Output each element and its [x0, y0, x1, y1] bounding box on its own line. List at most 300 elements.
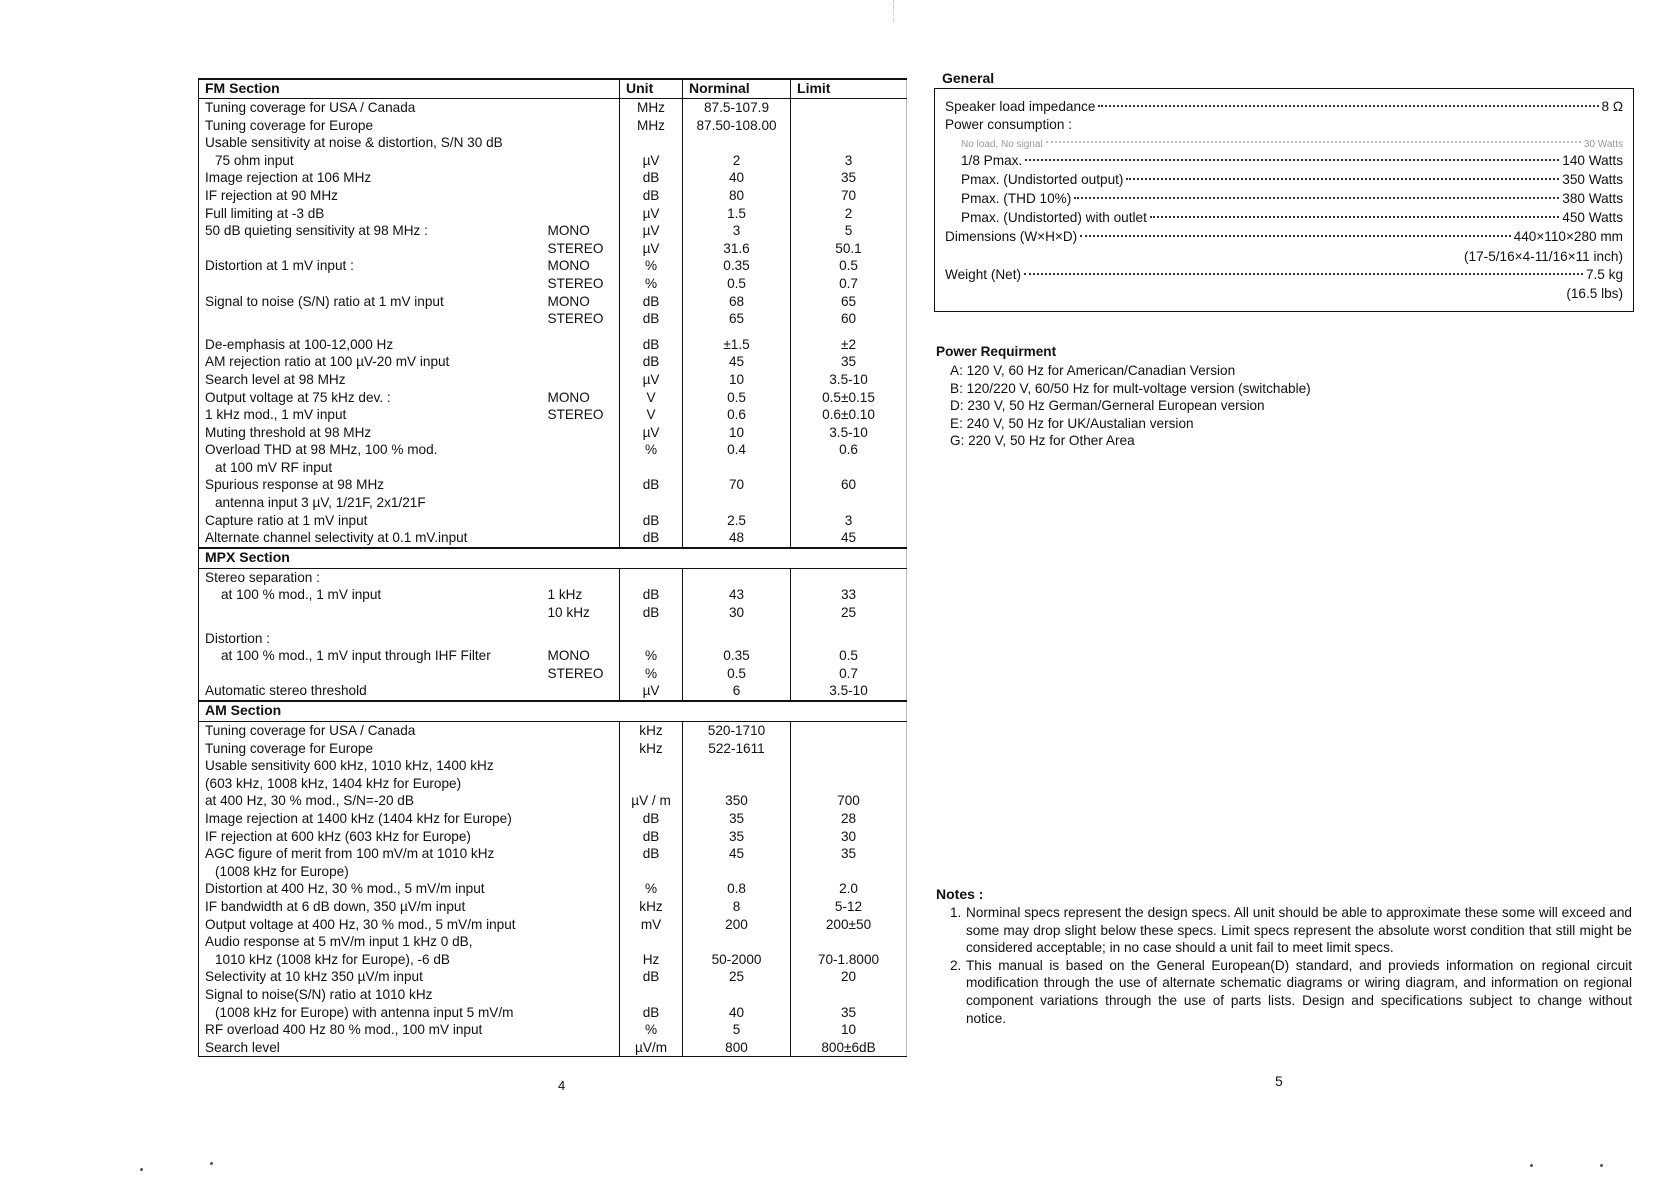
- spec-description: 1010 kHz (1008 kHz for Europe), -6 dB: [199, 951, 542, 969]
- spec-limit: 0.5: [791, 257, 907, 275]
- spec-unit: dB: [620, 476, 683, 494]
- spec-nominal: 48: [683, 529, 791, 548]
- spec-limit: 3.5-10: [791, 424, 907, 442]
- spec-nominal: 0.6: [683, 406, 791, 424]
- spec-description: [199, 275, 542, 293]
- spec-row: [199, 275, 907, 293]
- spec-description: De-emphasis at 100-12,000 Hz: [199, 336, 542, 354]
- am-section-title: AM Section: [199, 701, 907, 722]
- spec-description: AM rejection ratio at 100 µV-20 mV input: [199, 353, 542, 371]
- spec-mode: [542, 792, 620, 810]
- spec-row: [199, 916, 907, 934]
- spec-row: [199, 529, 907, 548]
- spec-description: Search level at 98 MHz: [199, 371, 542, 389]
- spec-unit: %: [620, 1021, 683, 1039]
- spec-row: [199, 968, 907, 986]
- spec-description: at 100 % mod., 1 mV input through IHF Filter: [199, 647, 542, 665]
- spec-limit: 35: [791, 845, 907, 863]
- spec-limit: 700: [791, 792, 907, 810]
- spec-mode: [542, 1004, 620, 1022]
- spec-row: [199, 117, 907, 135]
- spec-mode: [542, 336, 620, 354]
- spec-row: [199, 257, 907, 275]
- dimensions-row: [945, 229, 1623, 244]
- spec-mode: [542, 916, 620, 934]
- spec-limit: 0.5±0.15: [791, 389, 907, 407]
- spec-unit: dB: [620, 845, 683, 863]
- spec-mode: [542, 494, 620, 512]
- spec-description: [199, 310, 542, 328]
- spec-limit: 45: [791, 529, 907, 548]
- spec-limit: ±2: [791, 336, 907, 354]
- spec-mode: [542, 863, 620, 881]
- spec-nominal: 0.5: [683, 665, 791, 683]
- spec-unit: dB: [620, 353, 683, 371]
- spec-nominal: 0.4: [683, 441, 791, 459]
- spec-table: [198, 78, 907, 1057]
- pmax-thd-row: [961, 191, 1623, 206]
- spec-description: (1008 kHz for Europe): [199, 863, 542, 881]
- spec-description: Spurious response at 98 MHz: [199, 476, 542, 494]
- spec-limit: 2: [791, 205, 907, 223]
- spec-description: Automatic stereo threshold: [199, 682, 542, 701]
- spec-mode: [542, 933, 620, 951]
- scan-speck: [210, 1162, 213, 1165]
- spec-limit: 28: [791, 810, 907, 828]
- spec-mode: 1 kHz: [547, 587, 583, 603]
- spec-limit: 10: [791, 1021, 907, 1039]
- spec-limit: 50.1: [791, 240, 907, 258]
- spec-nominal: 2: [683, 152, 791, 170]
- spec-mode: [542, 880, 620, 898]
- spec-unit: µV: [620, 222, 683, 240]
- spec-nominal: 70: [683, 476, 791, 494]
- fm-section-title: FM Section: [199, 79, 620, 99]
- note-text: Norminal specs represent the design specs. All unit should be able to approximate these some will exceed and some may drop slight below these specs. Limit specs represent the absolute worst condition that still might be considered acceptable; in no case should a unit fail to meet limit specs.: [966, 905, 1632, 956]
- speaker-impedance-value: 8 Ω: [1601, 99, 1623, 114]
- spec-nominal: 43: [683, 586, 791, 604]
- spec-unit: %: [620, 880, 683, 898]
- spec-mode: [542, 205, 620, 223]
- spec-limit: 35: [791, 1004, 907, 1022]
- spec-mode: [542, 630, 620, 648]
- spec-nominal: 30: [683, 604, 791, 622]
- note-number: 1.: [950, 905, 962, 920]
- spec-description: Output voltage at 75 kHz dev. :: [199, 389, 542, 407]
- leader-dots: [1126, 178, 1559, 180]
- leader-dots: [1024, 273, 1583, 275]
- spec-mode: [542, 1039, 620, 1057]
- spec-mode: STEREO: [547, 665, 604, 681]
- spec-unit: dB: [620, 293, 683, 311]
- spec-mode: [542, 968, 620, 986]
- spec-mode: STEREO: [547, 240, 604, 256]
- spec-description: Image rejection at 106 MHz: [199, 169, 542, 187]
- power-item: B: 120/220 V, 60/50 Hz for mult-voltage version (switchable): [950, 380, 1311, 396]
- spec-unit: dB: [620, 968, 683, 986]
- leader-dots: [1098, 105, 1598, 107]
- spec-limit: 0.6±0.10: [791, 406, 907, 424]
- spec-mode: [542, 134, 620, 152]
- spec-limit: [791, 986, 907, 1004]
- spec-mode: [542, 722, 620, 740]
- spec-nominal: [683, 863, 791, 881]
- spec-nominal: 10: [683, 424, 791, 442]
- spec-unit: Hz: [620, 951, 683, 969]
- spec-unit: [620, 630, 683, 648]
- spec-nominal: 0.5: [683, 389, 791, 407]
- spec-description: RF overload 400 Hz 80 % mod., 100 mV input: [199, 1021, 542, 1039]
- spec-unit: µV: [620, 424, 683, 442]
- spec-mode: STEREO: [547, 311, 604, 327]
- speaker-impedance-label: Speaker load impedance: [945, 99, 1096, 114]
- page-number-left: 4: [558, 1078, 566, 1093]
- spec-description: at 400 Hz, 30 % mod., S/N=-20 dB: [199, 792, 542, 810]
- spec-mode: 10 kHz: [547, 605, 590, 621]
- spec-description: Tuning coverage for USA / Canada: [199, 99, 542, 117]
- mpx-section-header: [199, 548, 907, 569]
- spec-mode: [542, 757, 620, 775]
- spec-description: Output voltage at 400 Hz, 30 % mod., 5 mV/m input: [199, 916, 542, 934]
- spec-unit: %: [620, 665, 683, 683]
- spec-limit: 2.0: [791, 880, 907, 898]
- spec-description: [199, 240, 542, 258]
- spec-description: Selectivity at 10 kHz 350 µV/m input: [199, 968, 542, 986]
- spec-mode: [542, 828, 620, 846]
- spec-description: (1008 kHz for Europe) with antenna input 5 mV/m: [199, 1004, 542, 1022]
- spec-limit: 60: [791, 476, 907, 494]
- spec-unit: µV: [620, 152, 683, 170]
- spec-limit: 200±50: [791, 916, 907, 934]
- spec-description: 1 kHz mod., 1 mV input: [199, 406, 542, 424]
- spec-unit: %: [620, 647, 683, 665]
- spec-nominal: 45: [683, 353, 791, 371]
- dimensions-label: Dimensions (W×H×D): [945, 229, 1078, 244]
- spec-nominal: [683, 459, 791, 477]
- spec-limit: [791, 740, 907, 758]
- note-number: 2.: [950, 957, 962, 973]
- nominal-header: Norminal: [683, 79, 791, 99]
- spec-row: [199, 459, 907, 477]
- spec-mode: [542, 187, 620, 205]
- spec-nominal: 87.50-108.00: [683, 117, 791, 135]
- leader-dots: [1025, 159, 1559, 161]
- leader-dots: [1150, 216, 1559, 218]
- spec-row: [199, 951, 907, 969]
- limit-header: Limit: [791, 79, 907, 99]
- spec-limit: 3.5-10: [791, 682, 907, 701]
- page-right: [910, 0, 1672, 1179]
- spec-unit: %: [620, 441, 683, 459]
- spec-mode: [542, 682, 620, 701]
- spec-nominal: 200: [683, 916, 791, 934]
- spec-row: [199, 568, 907, 586]
- spec-nominal: 25: [683, 968, 791, 986]
- spec-row: [199, 494, 907, 512]
- fm-section-body: [199, 99, 907, 548]
- spec-row: [199, 986, 907, 1004]
- spec-row: [199, 665, 907, 683]
- spec-row: [199, 1004, 907, 1022]
- spec-nominal: 40: [683, 1004, 791, 1022]
- spec-limit: 70: [791, 187, 907, 205]
- spec-unit: V: [620, 389, 683, 407]
- spec-row: [199, 371, 907, 389]
- pmax-outlet-label: Pmax. (Undistorted) with outlet: [961, 210, 1147, 225]
- spec-mode: [542, 353, 620, 371]
- spec-unit: dB: [620, 169, 683, 187]
- spec-nominal: 35: [683, 828, 791, 846]
- spec-row: [199, 933, 907, 951]
- spec-mode: [542, 152, 620, 170]
- spec-row: [199, 604, 907, 622]
- spec-row: [199, 169, 907, 187]
- spec-unit: V: [620, 406, 683, 424]
- spec-description: Tuning coverage for Europe: [199, 740, 542, 758]
- spec-unit: [620, 459, 683, 477]
- spec-row: [199, 476, 907, 494]
- spec-row: [199, 512, 907, 530]
- spec-limit: 5-12: [791, 898, 907, 916]
- spec-row: [199, 775, 907, 793]
- spec-row: [199, 682, 907, 701]
- spec-unit: [620, 933, 683, 951]
- general-title: General: [942, 70, 995, 86]
- spec-row: [199, 1039, 907, 1057]
- spec-row: [199, 353, 907, 371]
- spec-nominal: 6: [683, 682, 791, 701]
- spec-unit: kHz: [620, 740, 683, 758]
- spec-row: [199, 336, 907, 354]
- spec-unit: µV/m: [620, 1039, 683, 1057]
- spec-mode: [542, 898, 620, 916]
- spec-nominal: 0.35: [683, 647, 791, 665]
- spec-row: [199, 792, 907, 810]
- spec-unit: dB: [620, 187, 683, 205]
- spec-mode: [542, 476, 620, 494]
- spec-description: (603 kHz, 1008 kHz, 1404 kHz for Europe): [199, 775, 542, 793]
- spec-row: [199, 845, 907, 863]
- spec-nominal: 350: [683, 792, 791, 810]
- no-load-label: No load, No signal: [961, 139, 1043, 150]
- spec-nominal: 800: [683, 1039, 791, 1057]
- spec-nominal: 31.6: [683, 240, 791, 258]
- spec-unit: [620, 986, 683, 1004]
- spec-mode: [542, 459, 620, 477]
- spec-row: [199, 1021, 907, 1039]
- spec-mode: [542, 169, 620, 187]
- spec-limit: 25: [791, 604, 907, 622]
- leader-dots: [1080, 235, 1510, 237]
- no-load-row: [961, 139, 1623, 150]
- spec-mode: [542, 986, 620, 1004]
- spec-row: [199, 810, 907, 828]
- weight-label: Weight (Net): [945, 267, 1022, 282]
- spec-limit: 3: [791, 512, 907, 530]
- spec-limit: 0.7: [791, 665, 907, 683]
- spec-row: [199, 187, 907, 205]
- spec-nominal: 65: [683, 310, 791, 328]
- spec-row: [199, 757, 907, 775]
- spec-limit: 0.6: [791, 441, 907, 459]
- spec-row: [199, 722, 907, 740]
- spec-unit: [620, 568, 683, 586]
- spec-mode: [542, 117, 620, 135]
- spec-unit: [620, 757, 683, 775]
- spec-limit: [791, 459, 907, 477]
- spec-limit: 800±6dB: [791, 1039, 907, 1057]
- spec-description: Image rejection at 1400 kHz (1404 kHz for Europe): [199, 810, 542, 828]
- spec-description: Distortion :: [199, 630, 542, 648]
- pmax-outlet-row: [961, 210, 1623, 225]
- note-text: This manual is based on the General European(D) standard, and provieds information on regional circuit modification through the use of alternate schematic diagrams or wiring diagram, and information on regional component variations through the use of parts lists. Design and specifications subject to change without notice.: [966, 957, 1632, 1026]
- spec-unit: dB: [620, 828, 683, 846]
- power-item: E: 240 V, 50 Hz for UK/Austalian version: [950, 415, 1194, 431]
- weight-value: 7.5 kg: [1585, 267, 1623, 282]
- spec-nominal: 522-1611: [683, 740, 791, 758]
- spec-nominal: 0.8: [683, 880, 791, 898]
- spec-row: [199, 740, 907, 758]
- spec-unit: [620, 134, 683, 152]
- spec-nominal: 8: [683, 898, 791, 916]
- spec-limit: 60: [791, 310, 907, 328]
- spec-nominal: 40: [683, 169, 791, 187]
- spec-description: Search level: [199, 1039, 542, 1057]
- spec-row: [199, 134, 907, 152]
- spec-limit: 65: [791, 293, 907, 311]
- spec-description: AGC figure of merit from 100 mV/m at 1010 kHz: [199, 845, 542, 863]
- spec-nominal: [683, 494, 791, 512]
- spec-unit: dB: [620, 1004, 683, 1022]
- spec-limit: [791, 757, 907, 775]
- spec-mode: [542, 512, 620, 530]
- spec-unit: µV: [620, 240, 683, 258]
- spec-row: [199, 880, 907, 898]
- spec-row: [199, 310, 907, 328]
- spec-nominal: 35: [683, 810, 791, 828]
- spec-nominal: [683, 933, 791, 951]
- spec-limit: 33: [791, 586, 907, 604]
- spec-limit: 0.7: [791, 275, 907, 293]
- pmax-eighth-value: 140 Watts: [1562, 153, 1623, 168]
- spec-limit: [791, 933, 907, 951]
- notes-title: Notes :: [936, 886, 984, 902]
- spec-mode: [542, 568, 620, 586]
- spec-mode: MONO: [547, 293, 590, 309]
- spec-nominal: [683, 568, 791, 586]
- spec-unit: [620, 494, 683, 512]
- spec-description: Full limiting at -3 dB: [199, 205, 542, 223]
- spec-limit: 35: [791, 169, 907, 187]
- leader-dots: [1046, 141, 1581, 143]
- spec-mode: [542, 775, 620, 793]
- power-requirement-title: Power Requirment: [936, 344, 1057, 359]
- spec-unit: dB: [620, 810, 683, 828]
- note-item: [950, 904, 1632, 957]
- pmax-eighth-row: [961, 153, 1623, 168]
- no-load-value: 30 Watts: [1583, 139, 1623, 150]
- spec-limit: [791, 99, 907, 117]
- spec-nominal: 45: [683, 845, 791, 863]
- spec-description: Signal to noise (S/N) ratio at 1 mV input: [199, 293, 542, 311]
- spec-nominal: [683, 134, 791, 152]
- note-item: [950, 957, 1632, 1027]
- spec-row: [199, 586, 907, 604]
- spec-nominal: 50-2000: [683, 951, 791, 969]
- am-section-header: [199, 701, 907, 722]
- spec-limit: 30: [791, 828, 907, 846]
- spec-nominal: [683, 630, 791, 648]
- spec-limit: [791, 134, 907, 152]
- spec-row: [199, 630, 907, 648]
- spec-description: Usable sensitivity 600 kHz, 1010 kHz, 1400 kHz: [199, 757, 542, 775]
- spec-mode: MONO: [547, 648, 590, 664]
- spec-unit: dB: [620, 310, 683, 328]
- spec-limit: 3: [791, 152, 907, 170]
- spec-limit: [791, 494, 907, 512]
- spec-unit: dB: [620, 604, 683, 622]
- spec-limit: [791, 117, 907, 135]
- spec-description: Tuning coverage for Europe: [199, 117, 542, 135]
- spec-mode: [542, 371, 620, 389]
- weight-row: [945, 267, 1623, 282]
- spec-nominal: 0.35: [683, 257, 791, 275]
- spec-row: [199, 293, 907, 311]
- notes-list: [950, 904, 1632, 1027]
- spec-nominal: 0.5: [683, 275, 791, 293]
- spec-nominal: ±1.5: [683, 336, 791, 354]
- spec-nominal: 80: [683, 187, 791, 205]
- spec-description: antenna input 3 µV, 1/21F, 2x1/21F: [199, 494, 542, 512]
- spec-description: Muting threshold at 98 MHz: [199, 424, 542, 442]
- spec-row: [199, 99, 907, 117]
- scan-speck: [140, 1168, 143, 1171]
- spec-nominal: 5: [683, 1021, 791, 1039]
- pmax-thd-label: Pmax. (THD 10%): [961, 191, 1072, 206]
- pmax-undistorted-label: Pmax. (Undistorted output): [961, 172, 1124, 187]
- spec-limit: 20: [791, 968, 907, 986]
- spec-description: Stereo separation :: [199, 568, 542, 586]
- spec-nominal: 520-1710: [683, 722, 791, 740]
- spec-unit: %: [620, 275, 683, 293]
- power-item: A: 120 V, 60 Hz for American/Canadian Version: [950, 363, 1236, 378]
- spec-limit: [791, 722, 907, 740]
- spec-row: [199, 863, 907, 881]
- spec-description: [199, 604, 542, 622]
- spec-row: [199, 441, 907, 459]
- spec-limit: 70-1.8000: [791, 951, 907, 969]
- spec-row: [199, 389, 907, 407]
- spec-limit: [791, 630, 907, 648]
- spec-description: Overload THD at 98 MHz, 100 % mod.: [199, 441, 542, 459]
- pmax-undistorted-row: [961, 172, 1623, 187]
- spec-mode: [542, 529, 620, 548]
- spec-description: Capture ratio at 1 mV input: [199, 512, 542, 530]
- spec-unit: %: [620, 257, 683, 275]
- unit-header: Unit: [620, 79, 683, 99]
- spec-description: Tuning coverage for USA / Canada: [199, 722, 542, 740]
- spec-row: [199, 898, 907, 916]
- spec-row: [199, 152, 907, 170]
- spec-unit: µV / m: [620, 792, 683, 810]
- spec-limit: [791, 863, 907, 881]
- spec-row: [199, 222, 907, 240]
- spec-unit: dB: [620, 512, 683, 530]
- dimensions-inch: (17-5/16×4-11/16×11 inch): [1464, 249, 1623, 264]
- spec-limit: 5: [791, 222, 907, 240]
- spec-row: [199, 828, 907, 846]
- spacer-row: [199, 328, 907, 336]
